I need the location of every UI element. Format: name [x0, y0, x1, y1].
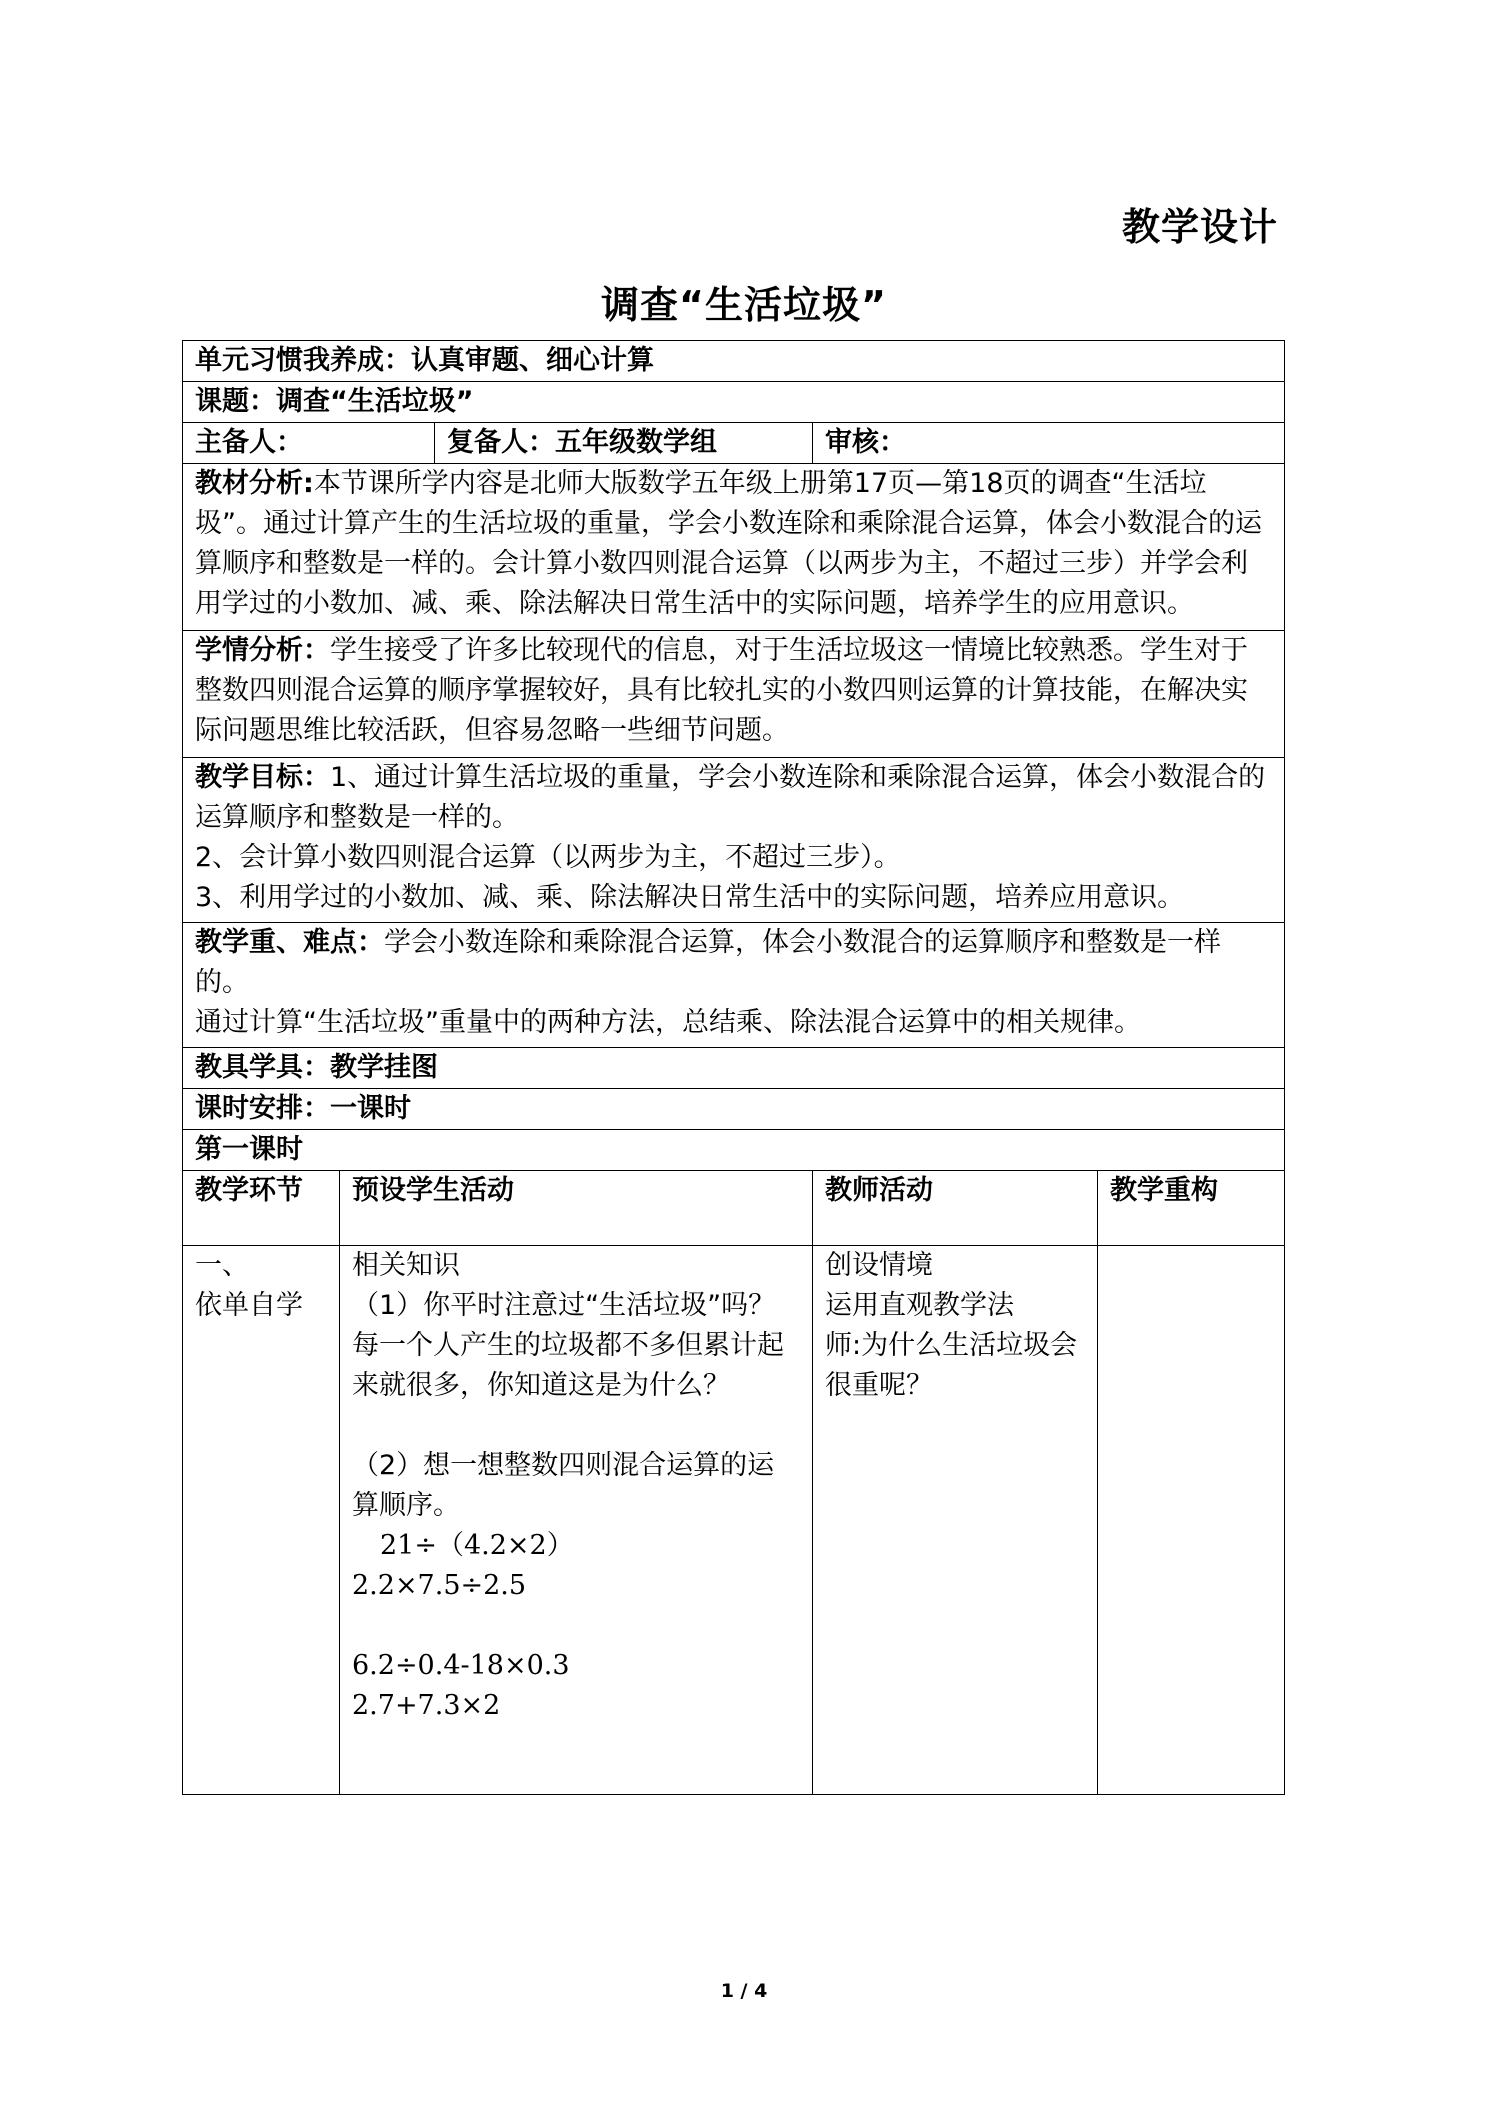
lesson-plan-table	[182, 340, 1285, 1795]
student-analysis-cell	[183, 631, 1285, 758]
tools-cell: 教具学具：教学挂图	[183, 1048, 1285, 1089]
col-header-rebuild: 教学重构	[1098, 1171, 1285, 1246]
expression-4: 2.7+7.3×2	[352, 1690, 501, 1721]
student-analysis-text: 学生接受了许多比较现代的信息，对于生活垃圾这一情境比较熟悉。学生对于整数四则混合运算的顺序掌握较好，具有比较扎实的小数四则运算的计算技能，在解决实际问题思维比较活跃，但容易忽略一些细节问题。	[195, 635, 1248, 746]
col-header-stage: 教学环节	[183, 1171, 340, 1246]
habit-cell: 单元习惯我养成：认真审题、细心计算	[183, 341, 1285, 382]
key-points-text-2: 通过计算“生活垃圾”重量中的两种方法，总结乘、除法混合运算中的相关规律。	[195, 1007, 1141, 1038]
key-points-label: 教学重、难点：	[195, 927, 384, 958]
material-analysis-text: 本节课所学内容是北师大版数学五年级上册第17页—第18页的调查“生活垃圾”。通过计算产生的生活垃圾的重量，学会小数连除和乘除混合运算，体会小数混合的运算顺序和整数是一样的。会计算小数四则混合运算（以两步为主，不超过三步）并学会利用学过的小数加、减、乘、除法解决日常生活中的实际问题，培养学生的应用意识。	[195, 468, 1262, 619]
stage-cell	[183, 1246, 340, 1795]
material-analysis-cell	[183, 464, 1285, 631]
teaching-goal-1: 1、通过计算生活垃圾的重量，学会小数连除和乘除混合运算，体会小数混合的运算顺序和整数是一样的。	[195, 762, 1266, 833]
teaching-goals-label: 教学目标：	[195, 762, 330, 793]
teacher-line-2: 运用直观教学法	[825, 1290, 1014, 1321]
teacher-line-1: 创设情境	[825, 1250, 933, 1281]
student-activity-cell	[340, 1246, 813, 1795]
key-points-cell	[183, 923, 1285, 1048]
teacher-activity-cell	[813, 1246, 1098, 1795]
rebuild-cell	[1098, 1246, 1285, 1795]
co-preparer-cell: 复备人：五年级数学组	[435, 423, 813, 464]
expression-3: 6.2÷0.4-18×0.3	[352, 1650, 570, 1681]
key-points-text: 学会小数连除和乘除混合运算，体会小数混合的运算顺序和整数是一样的。	[195, 927, 1221, 998]
col-header-student: 预设学生活动	[340, 1171, 813, 1246]
topic-cell: 课题：调查“生活垃圾”	[183, 382, 1285, 423]
teaching-goal-3: 3、利用学过的小数加、减、乘、除法解决日常生活中的实际问题，培养应用意识。	[195, 882, 1185, 913]
expression-2: 2.2×7.5÷2.5	[352, 1570, 527, 1601]
teaching-goals-cell	[183, 758, 1285, 923]
stage-number: 一、	[195, 1250, 249, 1281]
student-line-1: 相关知识	[352, 1250, 460, 1281]
student-analysis-label: 学情分析：	[195, 635, 330, 666]
preparer-cell: 主备人：	[183, 423, 435, 464]
page-number: 1 / 4	[720, 1980, 768, 2002]
expression-1: 21÷（4.2×2）	[380, 1530, 574, 1561]
teacher-line-3: 师:为什么生活垃圾会很重呢？	[825, 1330, 1078, 1401]
lesson-label-cell: 第一课时	[183, 1130, 1285, 1171]
stage-name: 依单自学	[195, 1290, 303, 1321]
schedule-cell: 课时安排：一课时	[183, 1089, 1285, 1130]
document-heading: 教学设计	[1121, 205, 1278, 249]
reviewer-cell: 审核：	[813, 423, 1285, 464]
material-analysis-label: 教材分析:	[195, 468, 314, 499]
teaching-goal-2: 2、会计算小数四则混合运算（以两步为主，不超过三步）。	[195, 842, 901, 873]
document-title: 调查“生活垃圾”	[601, 283, 887, 327]
student-line-2: （1）你平时注意过“生活垃圾”吗？每一个人产生的垃圾都不多但累计起来就很多，你知道这是为什么？	[352, 1290, 784, 1401]
student-line-3: （2）想一想整数四则混合运算的运算顺序。	[352, 1450, 775, 1521]
col-header-teacher: 教师活动	[813, 1171, 1098, 1246]
